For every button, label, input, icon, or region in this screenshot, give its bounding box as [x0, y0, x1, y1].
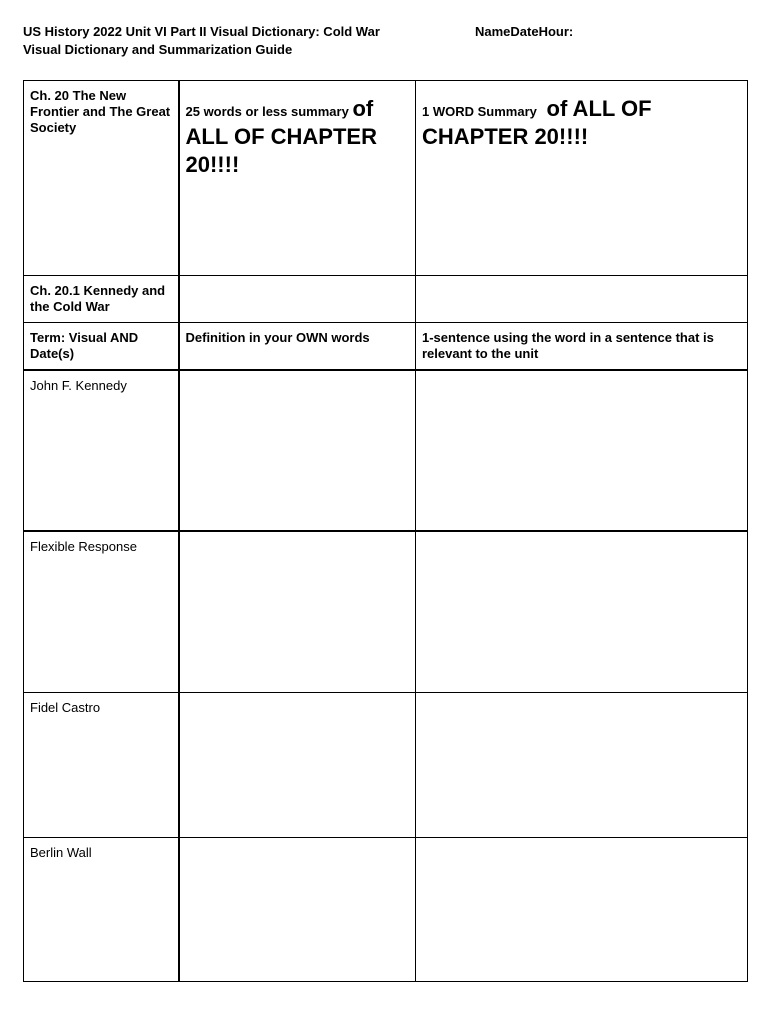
summary-25-words-cell[interactable]	[179, 81, 416, 276]
section-label-cell	[24, 276, 179, 323]
section-col3-cell[interactable]	[416, 276, 748, 323]
term-row	[24, 370, 748, 531]
summary-1-word-emphasis: CHAPTER 20!!!!	[422, 124, 589, 149]
definition-cell[interactable]	[179, 693, 416, 838]
name-date-hour-label: NameDateHour:	[475, 24, 574, 39]
summary-25-words-emphasis: ALL OF CHAPTER 20!!!!	[185, 124, 377, 177]
definition-cell[interactable]	[179, 531, 416, 693]
section-label: Ch. 20.1 Kennedy and the Cold War	[30, 283, 166, 314]
term-cell	[24, 693, 179, 838]
page-header	[23, 23, 747, 63]
term-row	[24, 531, 748, 693]
section-col2-cell[interactable]	[179, 276, 416, 323]
summary-1-word-label: 1 WORD Summary	[422, 104, 537, 119]
definition-column-header-text: Definition in your OWN words	[185, 330, 370, 345]
document-subtitle: Visual Dictionary and Summarization Guide	[23, 42, 293, 57]
chapter-label-cell	[24, 81, 179, 276]
definition-cell[interactable]	[179, 838, 416, 982]
sentence-cell[interactable]	[416, 370, 748, 531]
document-title: US History 2022 Unit VI Part II Visual Dictionary: Cold War	[23, 24, 380, 39]
summary-1-word-of-all-of: of ALL OF	[546, 96, 652, 121]
term-row	[24, 693, 748, 838]
term-cell	[24, 370, 179, 531]
summary-25-words-label: 25 words or less summary	[185, 104, 349, 119]
definition-column-header	[179, 323, 416, 370]
term-name: Fidel Castro	[30, 700, 101, 715]
term-name: Berlin Wall	[30, 845, 92, 860]
section-row	[24, 276, 748, 323]
definition-cell[interactable]	[179, 370, 416, 531]
sentence-cell[interactable]	[416, 838, 748, 982]
chapter-summary-row	[24, 81, 748, 276]
sentence-cell[interactable]	[416, 531, 748, 693]
sentence-cell[interactable]	[416, 693, 748, 838]
chapter-label: Ch. 20 The New Frontier and The Great Society	[30, 88, 171, 135]
term-row	[24, 838, 748, 982]
term-cell	[24, 531, 179, 693]
sentence-column-header	[416, 323, 748, 370]
sentence-column-header-text: 1-sentence using the word in a sentence that is relevant to the unit	[422, 330, 714, 361]
term-column-header-text: Term: Visual AND Date(s)	[30, 330, 139, 361]
column-header-row	[24, 323, 748, 370]
term-name: John F. Kennedy	[30, 377, 127, 393]
summary-25-words-of: of	[352, 96, 374, 121]
term-name: Flexible Response	[30, 538, 137, 554]
visual-dictionary-table	[23, 80, 748, 982]
term-column-header	[24, 323, 179, 370]
summary-1-word-cell[interactable]	[416, 81, 748, 276]
term-cell	[24, 838, 179, 982]
